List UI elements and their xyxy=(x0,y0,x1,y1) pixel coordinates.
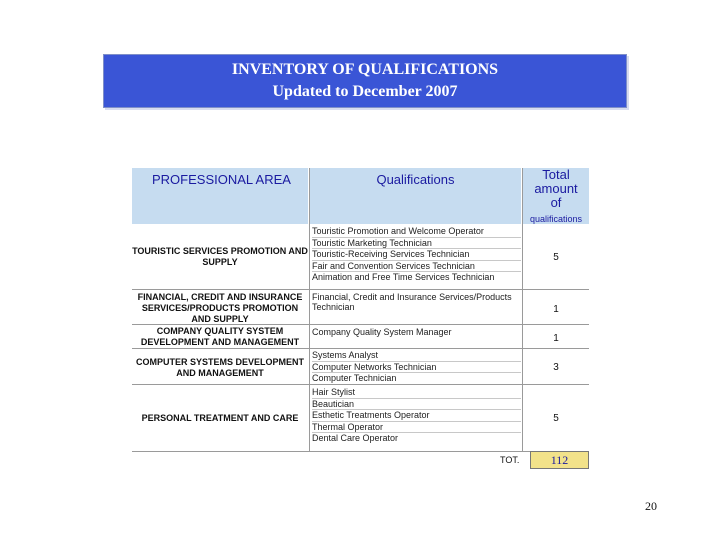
qualification-item: Touristic Marketing Technician xyxy=(312,238,521,250)
total-cell: 5 xyxy=(553,252,559,263)
title-line-1: INVENTORY OF QUALIFICATIONS xyxy=(231,61,499,78)
tot-label: TOT. xyxy=(500,455,520,465)
header-total xyxy=(523,168,589,224)
area-cell: COMPUTER SYSTEMS DEVELOPMENT AND MANAGEMENT xyxy=(135,357,305,378)
qualification-item: Dental Care Operator xyxy=(312,433,399,444)
area-cell: COMPANY QUALITY SYSTEM DEVELOPMENT AND MANAGEMENT xyxy=(140,326,300,347)
total-cell: 3 xyxy=(553,362,559,373)
total-cell: 1 xyxy=(553,304,559,315)
qualification-list xyxy=(310,350,521,384)
qualification-list xyxy=(310,292,521,312)
header-area-label: PROFESSIONAL AREA xyxy=(152,172,291,187)
header-total-line-2: amount xyxy=(534,181,578,196)
qualification-item: Company Quality System Manager xyxy=(312,327,452,337)
qualification-item: Esthetic Treatments Operator xyxy=(312,410,521,422)
page-number: 20 xyxy=(645,499,657,513)
area-cell: PERSONAL TREATMENT AND CARE xyxy=(141,413,299,423)
row-separator xyxy=(132,384,589,385)
tot-value: 112 xyxy=(530,451,589,469)
qualification-item: Fair and Convention Services Technician xyxy=(312,261,521,273)
qualification-item: Thermal Operator xyxy=(312,422,521,434)
area-cell: TOURISTIC SERVICES PROMOTION AND SUPPLY xyxy=(132,246,308,267)
header-qualifications-label: Qualifications xyxy=(376,172,455,187)
header-total-line-1: Total xyxy=(542,167,570,182)
row-separator xyxy=(132,348,589,349)
qualification-item: Computer Technician xyxy=(312,373,397,384)
qualification-item: Animation and Free Time Services Technician xyxy=(312,272,495,283)
qualifications-table xyxy=(132,168,589,468)
title-box xyxy=(103,54,627,108)
header-total-line-3: of xyxy=(550,195,562,210)
qualification-item: Computer Networks Technician xyxy=(312,362,521,374)
header-professional-area xyxy=(132,168,308,224)
title-line-2: Updated to December 2007 xyxy=(272,83,458,100)
header-qualifications xyxy=(310,168,521,224)
area-cell: FINANCIAL, CREDIT AND INSURANCE SERVICES/PRODUCTS PROMOTION AND SUPPLY xyxy=(137,292,303,324)
qualification-list xyxy=(310,327,521,337)
row-separator xyxy=(132,324,589,325)
qualification-item: Financial, Credit and Insurance Services/Products Technician xyxy=(312,292,512,312)
qualification-item: Hair Stylist xyxy=(312,387,521,399)
row-separator xyxy=(132,289,589,290)
qualification-item: Systems Analyst xyxy=(312,350,521,362)
qualification-list xyxy=(310,387,521,444)
total-cell: 1 xyxy=(553,333,559,344)
total-cell: 5 xyxy=(553,413,559,424)
row-separator xyxy=(132,451,589,452)
qualification-item: Touristic Promotion and Welcome Operator xyxy=(312,226,521,238)
qualification-list xyxy=(310,226,521,283)
qualification-item: Beautician xyxy=(312,399,521,411)
qualification-item: Touristic-Receiving Services Technician xyxy=(312,249,521,261)
header-total-line-4: qualifications xyxy=(529,214,583,224)
